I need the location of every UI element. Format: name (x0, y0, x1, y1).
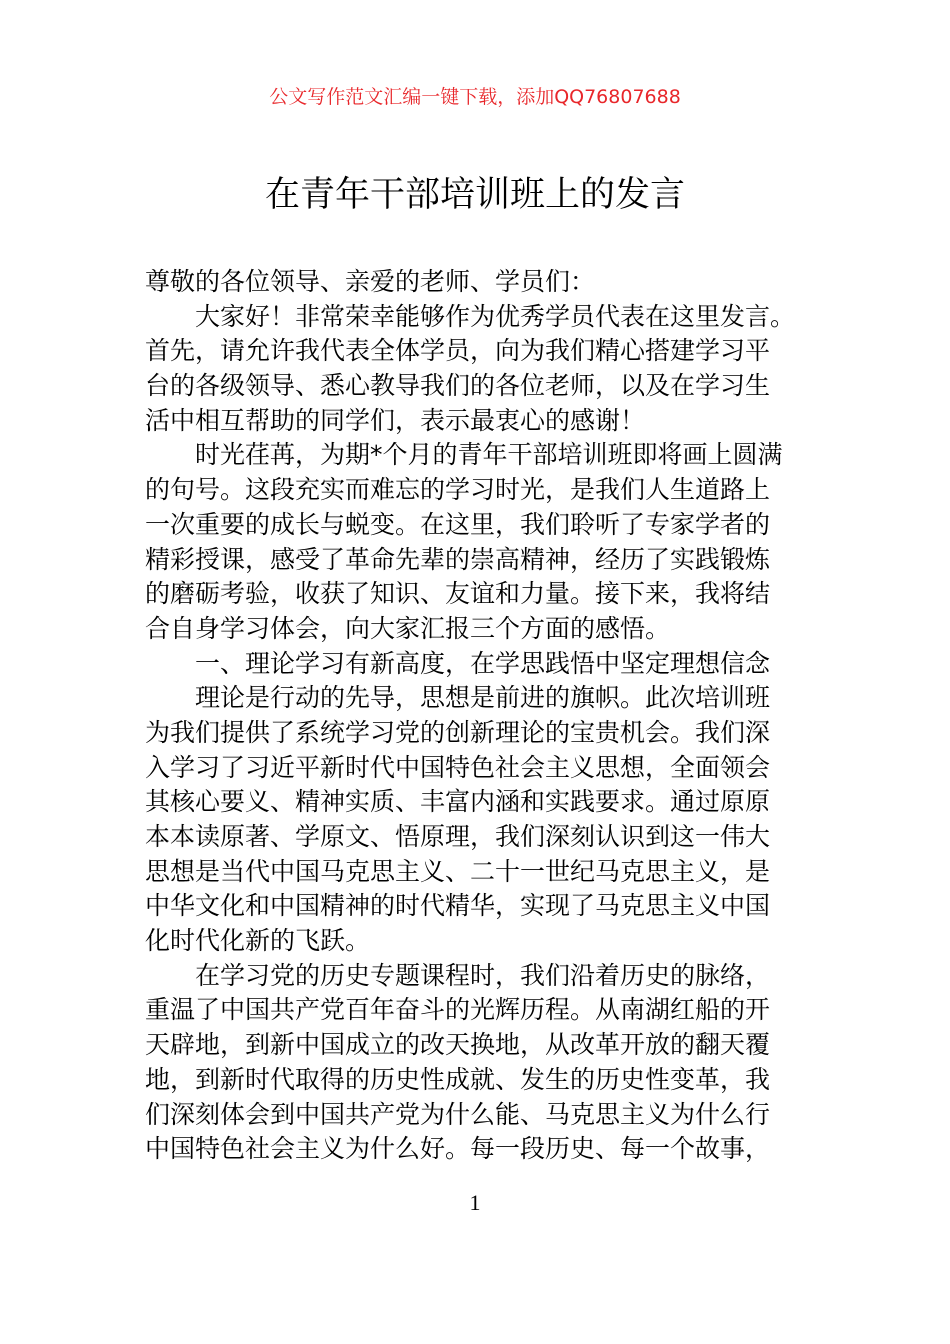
text-line: 天辟地，到新中国成立的改天换地，从改革开放的翻天覆 (145, 1030, 771, 1060)
text-line: 首先，请允许我代表全体学员，向为我们精心搭建学习平 (145, 336, 771, 366)
text-line: 中国特色社会主义为什么好。每一段历史、每一个故事， (145, 1134, 771, 1164)
text-line: 的磨砺考验，收获了知识、友谊和力量。接下来，我将结 (145, 579, 771, 609)
text-line: 时光荏苒，为期*个月的青年干部培训班即将画上圆满 (195, 440, 783, 470)
text-line: 在学习党的历史专题课程时，我们沿着历史的脉络， (195, 960, 771, 990)
text-line: 入学习了习近平新时代中国特色社会主义思想，全面领会 (145, 752, 771, 782)
text-line: 本本读原著、学原文、悟原理，我们深刻认识到这一伟大 (145, 822, 771, 851)
text-line: 中华文化和中国精神的时代精华，实现了马克思主义中国 (145, 891, 771, 921)
text-line: 一次重要的成长与蜕变。在这里，我们聆听了专家学者的 (145, 509, 771, 539)
text-line: 一、理论学习有新高度，在学思践悟中坚定理想信念 (195, 648, 771, 678)
text-line: 地，到新时代取得的历史性成就、发生的历史性变革，我 (145, 1064, 771, 1094)
text-line: 思想是当代中国马克思主义、二十一世纪马克思主义，是 (145, 856, 771, 886)
text-line: 大家好！非常荣幸能够作为优秀学员代表在这里发言。 (195, 301, 796, 331)
page-number: 1 (469, 1190, 481, 1215)
text-line: 台的各级领导、悉心教导我们的各位老师，以及在学习生 (145, 371, 771, 401)
text-line: 精彩授课，感受了革命先辈的崇高精神，经历了实践锻炼 (145, 544, 771, 574)
text-line: 化时代化新的飞跃。 (145, 926, 371, 956)
text-line: 合自身学习体会，向大家汇报三个方面的感悟。 (145, 613, 671, 643)
document-body (145, 265, 815, 1167)
text-line: 活中相互帮助的同学们，表示最衷心的感谢！ (145, 405, 646, 435)
text-line: 们深刻体会到中国共产党为什么能、马克思主义为什么行 (145, 1099, 771, 1129)
text-line: 理论是行动的先导，思想是前进的旗帜。此次培训班 (195, 683, 771, 713)
text-line: 其核心要义、精神实质、丰富内涵和实践要求。通过原原 (145, 787, 771, 817)
text-line: 为我们提供了系统学习党的创新理论的宝贵机会。我们深 (145, 717, 771, 747)
text-line: 的句号。这段充实而难忘的学习时光，是我们人生道路上 (145, 475, 771, 505)
download-notice: 公文写作范文汇编一键下载，添加QQ76807688 (269, 86, 681, 108)
document-title: 在青年干部培训班上的发言 (264, 175, 685, 215)
text-line: 尊敬的各位领导、亲爱的老师、学员们： (145, 267, 596, 296)
text-line: 重温了中国共产党百年奋斗的光辉历程。从南湖红船的开 (145, 995, 771, 1025)
